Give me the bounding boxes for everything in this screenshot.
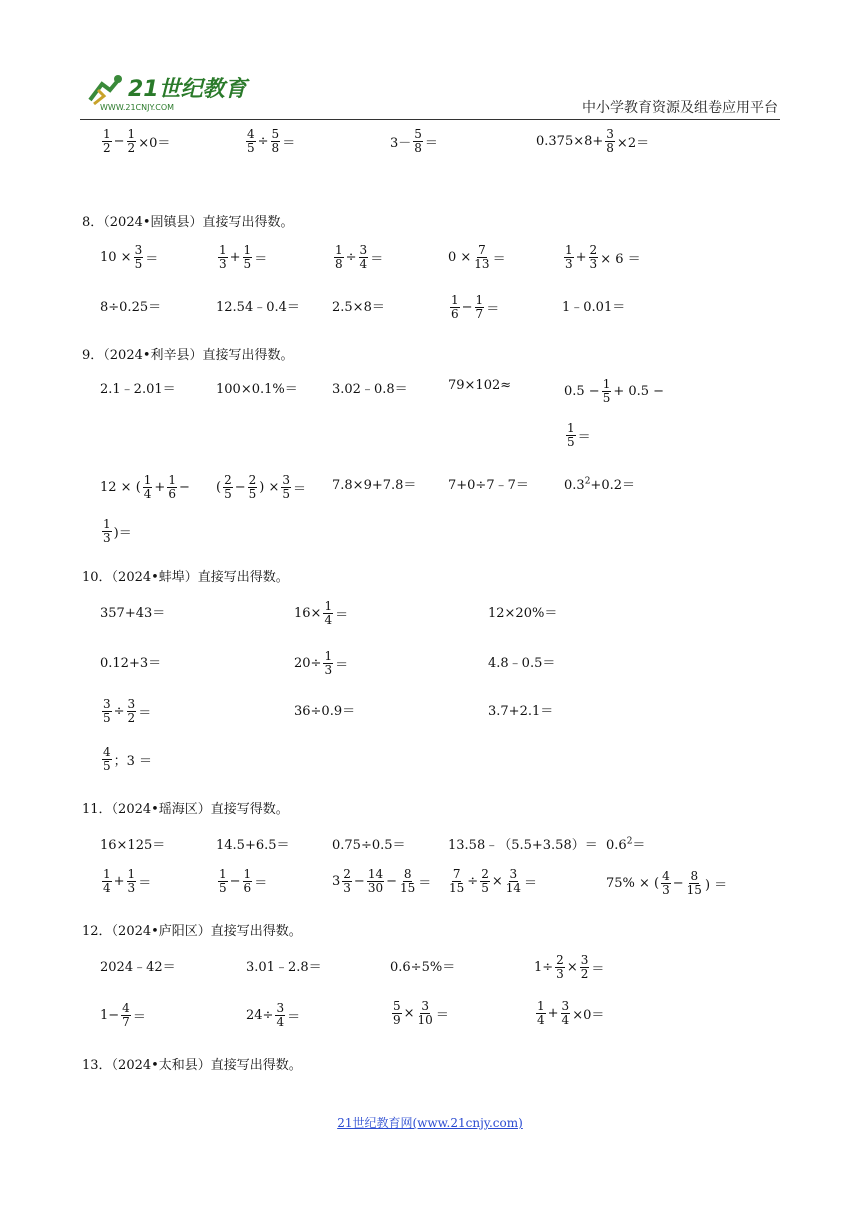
q12-expr-3: 0.6÷5%＝ xyxy=(390,960,456,975)
q8-expr-8: 2.5×8＝ xyxy=(332,300,385,315)
q9-expr-10: $0.3^2+0.2=$ xyxy=(564,476,635,493)
question-9-title: 9．（2024•利辛县）直接写出得数。 xyxy=(82,348,294,363)
q11-expr-4: 13.58﹣（5.5+3.58）＝ xyxy=(448,838,598,853)
question-8-title: 8．（2024•固镇县）直接写出得数。 xyxy=(82,215,294,230)
q11-expr-9: $\frac{7}{15}$ ÷ $\frac{2}{5}$ × $\frac{3}{14}$ ＝ xyxy=(449,867,538,895)
q9-expr-9: 7+0÷7﹣7＝ xyxy=(448,478,529,493)
svg-text:21世纪教育: 21世纪教育 xyxy=(128,77,247,102)
q11-expr-5: $0.6^2=$ xyxy=(606,836,646,853)
question-12-title: 12．（2024•庐阳区）直接写出得数。 xyxy=(82,924,302,939)
q9-expr-6-cont: $\frac{1}{3}$ )＝ xyxy=(103,517,132,545)
q9-expr-3: 3.02﹣0.8＝ xyxy=(332,382,408,397)
q10-expr-6: 4.8﹣0.5＝ xyxy=(488,656,556,671)
q12-expr-6: 24÷ $\frac{3}{4}$ ＝ xyxy=(246,1001,301,1029)
q10-expr-3: 12×20%＝ xyxy=(488,606,558,621)
q9-expr-8: 7.8×9+7.8＝ xyxy=(332,478,417,493)
footer-link[interactable]: 21世纪教育网(www.21cnjy.com) xyxy=(337,1116,523,1130)
row0-expr-c: 3－ $\frac{5}{8}$ ＝ xyxy=(390,127,438,155)
q11-expr-10: 75% × ( $\frac{4}{3}$ − $\frac{8}{15}$ ) ＝ xyxy=(606,869,728,897)
svg-text:WWW.21CNJY.COM: WWW.21CNJY.COM xyxy=(100,103,175,112)
q10-expr-4: 0.12+3＝ xyxy=(100,656,162,671)
q12-expr-4: 1÷ $\frac{2}{3}$ × $\frac{3}{2}$ ＝ xyxy=(534,953,605,981)
q9-expr-4: 79×102≈ xyxy=(448,378,512,393)
q8-expr-4: 0 × $\frac{7}{13}$ ＝ xyxy=(448,243,506,271)
q10-expr-2: 16× $\frac{1}{4}$ ＝ xyxy=(294,599,349,627)
q11-expr-3: 0.75÷0.5＝ xyxy=(332,838,406,853)
q9-expr-5: 0.5 − $\frac{1}{5}$ + 0.5 − xyxy=(564,377,665,405)
question-11-title: 11．（2024•瑶海区）直接写得数。 xyxy=(82,802,289,817)
q11-expr-6: $\frac{1}{4}$ + $\frac{1}{3}$ ＝ xyxy=(103,867,152,895)
q11-expr-1: 16×125＝ xyxy=(100,838,166,853)
fraction: $\frac{1}{2}$ xyxy=(103,127,111,155)
q8-expr-3: $\frac{1}{8}$ ÷ $\frac{3}{4}$ ＝ xyxy=(335,243,384,271)
q9-expr-5-cont: $\frac{1}{5}$ ＝ xyxy=(567,421,591,449)
question-13-title: 13．（2024•太和县）直接写出得数。 xyxy=(82,1058,302,1073)
q11-expr-8: 3 $\frac{2}{3}$ − $\frac{14}{30}$ − $\frac{8}{15}$ ＝ xyxy=(332,867,432,895)
fraction: $\frac{1}{2}$ xyxy=(127,127,136,155)
q12-expr-2: 3.01﹣2.8＝ xyxy=(246,960,322,975)
q11-expr-2: 14.5+6.5＝ xyxy=(216,838,290,853)
question-10-title: 10．（2024•蚌埠）直接写出得数。 xyxy=(82,570,289,585)
row0-expr-d: 0.375×8+ $\frac{3}{8}$ ×2＝ xyxy=(536,127,650,155)
q8-expr-10: 1﹣0.01＝ xyxy=(562,300,626,315)
q9-expr-6: 12 × ( $\frac{1}{4}$ + $\frac{1}{6}$ − xyxy=(100,473,190,501)
q9-expr-7: ( $\frac{2}{5}$ − $\frac{2}{5}$ ) × $\frac{3}{5}$ ＝ xyxy=(216,473,307,501)
q8-expr-5: $\frac{1}{3}$ + $\frac{2}{3}$ × 6 ＝ xyxy=(565,243,641,271)
q12-expr-5: 1− $\frac{4}{7}$ ＝ xyxy=(100,1001,146,1029)
site-logo xyxy=(80,70,250,112)
q8-expr-2: $\frac{1}{3}$ + $\frac{1}{5}$ ＝ xyxy=(219,243,268,271)
q11-expr-7: $\frac{1}{5}$ − $\frac{1}{6}$ ＝ xyxy=(219,867,268,895)
q8-expr-7: 12.54﹣0.4＝ xyxy=(216,300,300,315)
q9-expr-1: 2.1﹣2.01＝ xyxy=(100,382,176,397)
platform-title: 中小学教育资源及组卷应用平台 xyxy=(582,100,778,116)
q10-expr-1: 357+43＝ xyxy=(100,606,166,621)
q8-expr-9: $\frac{1}{6}$ − $\frac{1}{7}$ ＝ xyxy=(451,293,500,321)
q10-expr-10: $\frac{4}{5}$ ；3 ＝ xyxy=(103,745,153,773)
q10-expr-5: 20÷ $\frac{1}{3}$ ＝ xyxy=(294,649,349,677)
q8-expr-6: 8÷0.25＝ xyxy=(100,300,162,315)
header-divider xyxy=(80,119,780,120)
q10-expr-7: $\frac{3}{5}$ ÷ $\frac{3}{2}$ ＝ xyxy=(103,697,152,725)
q10-expr-9: 3.7+2.1＝ xyxy=(488,704,554,719)
row0-expr-a: $\frac{1}{2}$ − $\frac{1}{2}$ ×0＝ xyxy=(103,127,171,155)
q12-expr-7: $\frac{5}{9}$ × $\frac{3}{10}$ ＝ xyxy=(393,999,449,1027)
q10-expr-8: 36÷0.9＝ xyxy=(294,704,356,719)
row0-expr-b: $\frac{4}{5}$ ÷ $\frac{5}{8}$ ＝ xyxy=(247,127,296,155)
q12-expr-1: 2024﹣42＝ xyxy=(100,960,176,975)
q8-expr-1: 10 × $\frac{3}{5}$ ＝ xyxy=(100,243,159,271)
q9-expr-2: 100×0.1%＝ xyxy=(216,382,298,397)
q12-expr-8: $\frac{1}{4}$ + $\frac{3}{4}$ ×0＝ xyxy=(537,999,605,1027)
